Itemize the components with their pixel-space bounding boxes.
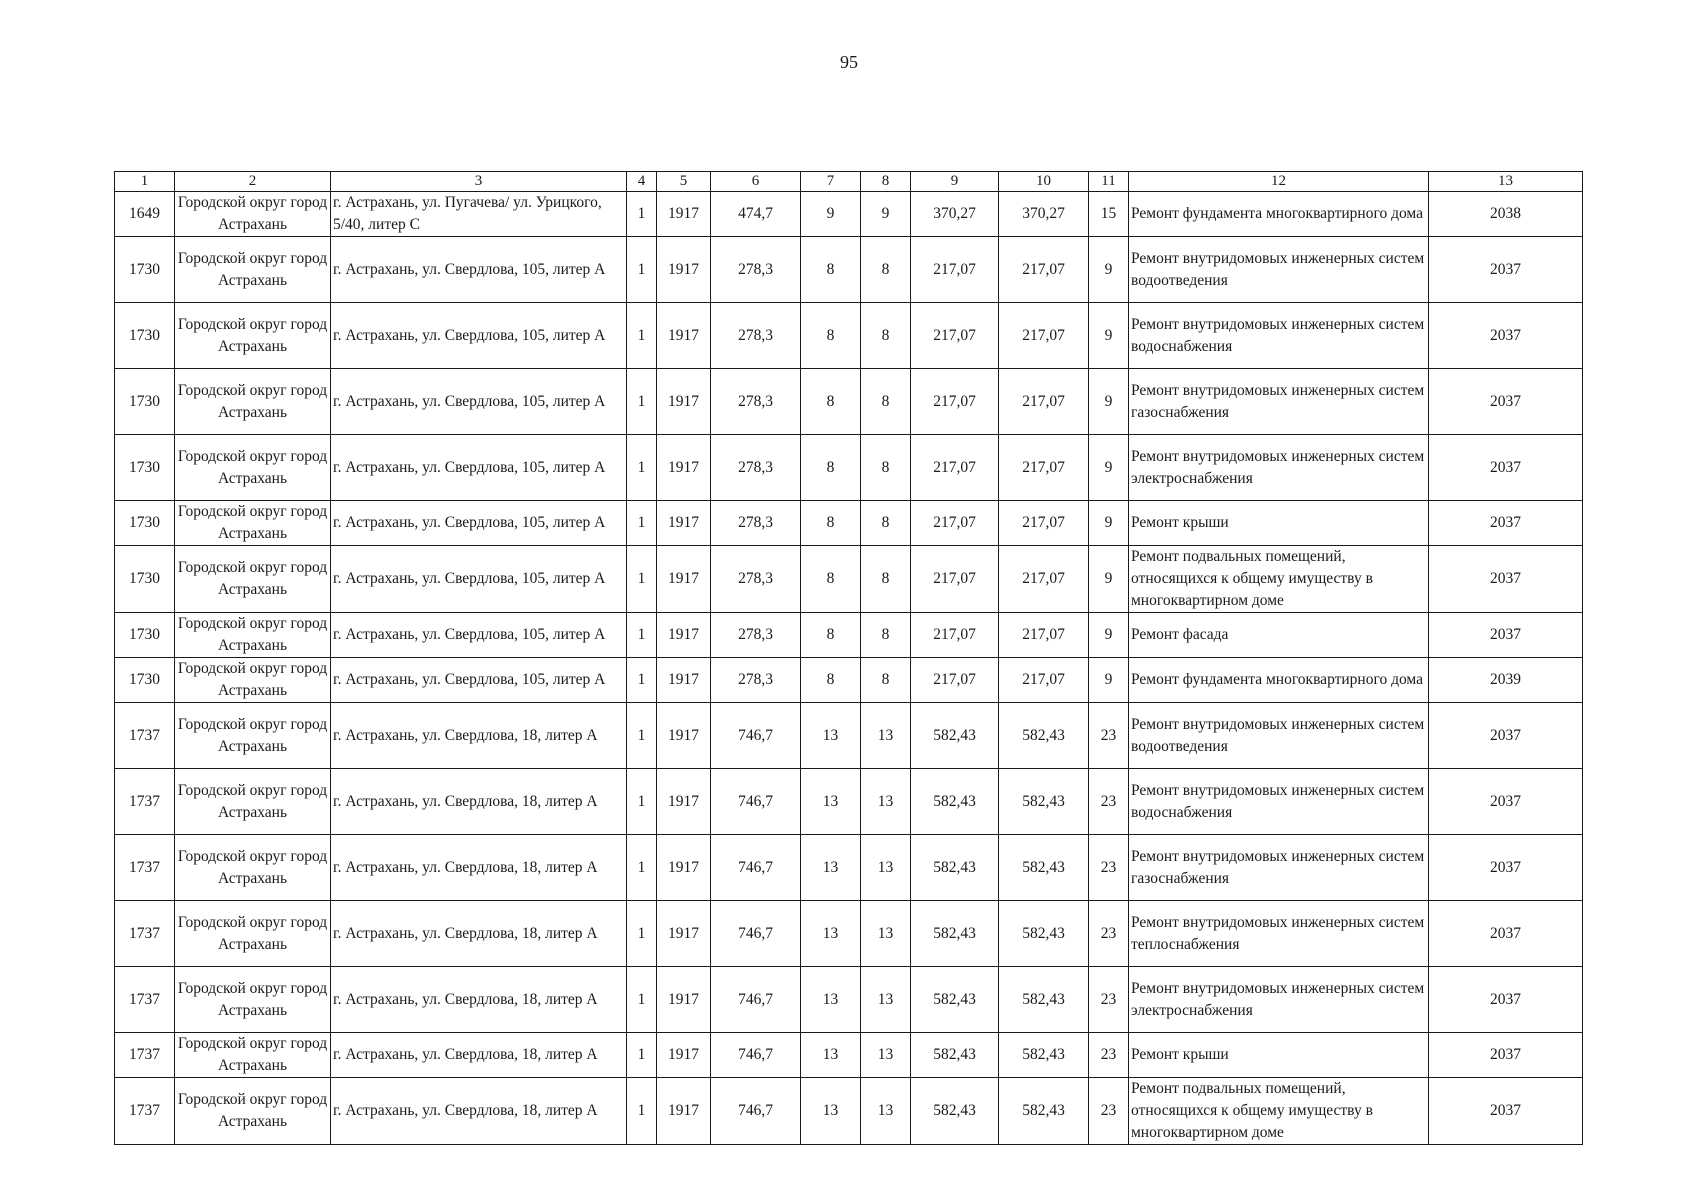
cell-year: 1917 (657, 501, 711, 546)
cell-municipality: Городской округ город Астрахань (175, 703, 331, 769)
cell-area-10: 217,07 (999, 369, 1089, 435)
cell-col-7: 13 (801, 835, 861, 901)
cell-work-type: Ремонт внутридомовых инженерных систем теплоснабжения (1129, 901, 1429, 967)
cell-area-9: 217,07 (911, 303, 999, 369)
table-row (115, 658, 1583, 703)
cell-area-10: 582,43 (999, 835, 1089, 901)
cell-col-7: 13 (801, 703, 861, 769)
cell-planned-year: 2037 (1429, 546, 1583, 613)
cell-municipality: Городской округ город Астрахань (175, 658, 331, 703)
cell-work-type: Ремонт внутридомовых инженерных систем электроснабжения (1129, 435, 1429, 501)
cell-col-11: 15 (1089, 192, 1129, 237)
cell-col-11: 23 (1089, 1033, 1129, 1078)
cell-col-8: 13 (861, 1033, 911, 1078)
table-row (115, 192, 1583, 237)
cell-municipality: Городской округ город Астрахань (175, 967, 331, 1033)
page-number: 95 (840, 52, 858, 72)
cell-area-9: 217,07 (911, 501, 999, 546)
cell-col-4: 1 (627, 835, 657, 901)
table-row (115, 501, 1583, 546)
cell-record-number: 1730 (115, 658, 175, 703)
cell-col-7: 8 (801, 613, 861, 658)
cell-planned-year: 2037 (1429, 1078, 1583, 1145)
cell-area-total: 746,7 (711, 967, 801, 1033)
cell-col-7: 8 (801, 658, 861, 703)
cell-col-11: 23 (1089, 901, 1129, 967)
cell-area-total: 278,3 (711, 501, 801, 546)
cell-work-type: Ремонт внутридомовых инженерных систем водоотведения (1129, 237, 1429, 303)
table-header (115, 172, 1583, 192)
cell-col-7: 13 (801, 1033, 861, 1078)
cell-col-4: 1 (627, 901, 657, 967)
cell-area-9: 582,43 (911, 901, 999, 967)
cell-work-type: Ремонт подвальных помещений, относящихся к общему имуществу в многоквартирном доме (1129, 546, 1429, 613)
cell-col-4: 1 (627, 967, 657, 1033)
cell-col-11: 9 (1089, 435, 1129, 501)
column-header: 13 (1429, 172, 1583, 192)
cell-col-4: 1 (627, 435, 657, 501)
table-row (115, 835, 1583, 901)
cell-record-number: 1730 (115, 546, 175, 613)
cell-col-7: 8 (801, 369, 861, 435)
cell-area-9: 582,43 (911, 835, 999, 901)
cell-year: 1917 (657, 369, 711, 435)
cell-col-8: 8 (861, 501, 911, 546)
cell-record-number: 1737 (115, 835, 175, 901)
cell-col-8: 9 (861, 192, 911, 237)
cell-col-7: 8 (801, 303, 861, 369)
cell-work-type: Ремонт внутридомовых инженерных систем водоснабжения (1129, 769, 1429, 835)
cell-col-8: 13 (861, 901, 911, 967)
cell-record-number: 1730 (115, 613, 175, 658)
cell-work-type: Ремонт внутридомовых инженерных систем электроснабжения (1129, 967, 1429, 1033)
cell-planned-year: 2037 (1429, 303, 1583, 369)
cell-municipality: Городской округ город Астрахань (175, 1033, 331, 1078)
cell-area-10: 582,43 (999, 1033, 1089, 1078)
cell-address: г. Астрахань, ул. Свердлова, 105, литер А (331, 303, 627, 369)
cell-area-total: 278,3 (711, 435, 801, 501)
cell-planned-year: 2038 (1429, 192, 1583, 237)
cell-work-type: Ремонт внутридомовых инженерных систем водоотведения (1129, 703, 1429, 769)
cell-address: г. Астрахань, ул. Свердлова, 105, литер А (331, 237, 627, 303)
cell-col-8: 13 (861, 703, 911, 769)
cell-col-8: 8 (861, 237, 911, 303)
cell-area-total: 746,7 (711, 703, 801, 769)
cell-area-9: 217,07 (911, 613, 999, 658)
cell-work-type: Ремонт подвальных помещений, относящихся к общему имуществу в многоквартирном доме (1129, 1078, 1429, 1145)
cell-col-11: 9 (1089, 369, 1129, 435)
cell-area-9: 582,43 (911, 703, 999, 769)
cell-col-4: 1 (627, 658, 657, 703)
capital-repair-table (114, 171, 1583, 1145)
cell-col-4: 1 (627, 303, 657, 369)
cell-record-number: 1737 (115, 901, 175, 967)
cell-municipality: Городской округ город Астрахань (175, 546, 331, 613)
cell-record-number: 1737 (115, 967, 175, 1033)
cell-col-4: 1 (627, 237, 657, 303)
cell-record-number: 1737 (115, 1033, 175, 1078)
cell-col-7: 8 (801, 237, 861, 303)
cell-address: г. Астрахань, ул. Свердлова, 105, литер А (331, 613, 627, 658)
cell-col-4: 1 (627, 613, 657, 658)
cell-address: г. Астрахань, ул. Пугачева/ ул. Урицкого, 5/40, литер С (331, 192, 627, 237)
cell-address: г. Астрахань, ул. Свердлова, 105, литер А (331, 501, 627, 546)
cell-municipality: Городской округ город Астрахань (175, 237, 331, 303)
cell-year: 1917 (657, 703, 711, 769)
cell-planned-year: 2039 (1429, 658, 1583, 703)
cell-area-10: 217,07 (999, 237, 1089, 303)
cell-area-10: 217,07 (999, 613, 1089, 658)
cell-col-8: 8 (861, 658, 911, 703)
cell-col-11: 9 (1089, 658, 1129, 703)
cell-col-11: 23 (1089, 703, 1129, 769)
cell-col-4: 1 (627, 546, 657, 613)
column-header: 3 (331, 172, 627, 192)
cell-col-11: 9 (1089, 546, 1129, 613)
table-body (115, 192, 1583, 1145)
cell-col-4: 1 (627, 192, 657, 237)
table-row (115, 369, 1583, 435)
cell-municipality: Городской округ город Астрахань (175, 303, 331, 369)
cell-col-7: 13 (801, 901, 861, 967)
cell-area-9: 217,07 (911, 658, 999, 703)
cell-area-9: 582,43 (911, 1078, 999, 1145)
cell-record-number: 1649 (115, 192, 175, 237)
cell-area-10: 217,07 (999, 501, 1089, 546)
cell-area-9: 582,43 (911, 769, 999, 835)
cell-area-9: 217,07 (911, 546, 999, 613)
cell-area-9: 217,07 (911, 369, 999, 435)
cell-work-type: Ремонт фундамента многоквартирного дома (1129, 658, 1429, 703)
cell-record-number: 1737 (115, 703, 175, 769)
cell-area-10: 582,43 (999, 967, 1089, 1033)
cell-col-4: 1 (627, 369, 657, 435)
cell-area-total: 746,7 (711, 901, 801, 967)
cell-year: 1917 (657, 192, 711, 237)
cell-area-9: 582,43 (911, 967, 999, 1033)
cell-year: 1917 (657, 303, 711, 369)
cell-area-total: 278,3 (711, 369, 801, 435)
table-row (115, 303, 1583, 369)
cell-planned-year: 2037 (1429, 1033, 1583, 1078)
cell-col-8: 8 (861, 546, 911, 613)
column-header: 4 (627, 172, 657, 192)
cell-planned-year: 2037 (1429, 769, 1583, 835)
table-row (115, 546, 1583, 613)
cell-col-8: 13 (861, 1078, 911, 1145)
cell-area-total: 278,3 (711, 237, 801, 303)
cell-year: 1917 (657, 835, 711, 901)
cell-col-4: 1 (627, 1078, 657, 1145)
column-header: 8 (861, 172, 911, 192)
cell-col-11: 9 (1089, 303, 1129, 369)
cell-year: 1917 (657, 435, 711, 501)
cell-area-9: 370,27 (911, 192, 999, 237)
cell-area-total: 278,3 (711, 303, 801, 369)
table-row (115, 901, 1583, 967)
cell-address: г. Астрахань, ул. Свердлова, 105, литер А (331, 546, 627, 613)
table-row (115, 613, 1583, 658)
cell-record-number: 1730 (115, 237, 175, 303)
cell-municipality: Городской округ город Астрахань (175, 192, 331, 237)
cell-col-8: 13 (861, 835, 911, 901)
cell-col-7: 8 (801, 501, 861, 546)
cell-municipality: Городской округ город Астрахань (175, 369, 331, 435)
cell-record-number: 1730 (115, 501, 175, 546)
table-row (115, 435, 1583, 501)
cell-col-4: 1 (627, 1033, 657, 1078)
column-header: 5 (657, 172, 711, 192)
column-header: 9 (911, 172, 999, 192)
table-row (115, 237, 1583, 303)
cell-area-total: 746,7 (711, 769, 801, 835)
column-header: 6 (711, 172, 801, 192)
cell-area-10: 217,07 (999, 546, 1089, 613)
cell-address: г. Астрахань, ул. Свердлова, 105, литер А (331, 369, 627, 435)
cell-year: 1917 (657, 237, 711, 303)
cell-col-8: 8 (861, 303, 911, 369)
column-header: 12 (1129, 172, 1429, 192)
cell-area-total: 278,3 (711, 613, 801, 658)
table-row (115, 1033, 1583, 1078)
cell-record-number: 1737 (115, 1078, 175, 1145)
cell-area-total: 746,7 (711, 835, 801, 901)
cell-col-11: 9 (1089, 237, 1129, 303)
cell-col-11: 23 (1089, 1078, 1129, 1145)
cell-year: 1917 (657, 658, 711, 703)
cell-area-10: 582,43 (999, 901, 1089, 967)
cell-year: 1917 (657, 1033, 711, 1078)
column-header: 1 (115, 172, 175, 192)
cell-col-11: 9 (1089, 613, 1129, 658)
cell-year: 1917 (657, 613, 711, 658)
cell-municipality: Городской округ город Астрахань (175, 613, 331, 658)
table-row (115, 703, 1583, 769)
cell-record-number: 1730 (115, 435, 175, 501)
cell-work-type: Ремонт фундамента многоквартирного дома (1129, 192, 1429, 237)
cell-area-total: 746,7 (711, 1033, 801, 1078)
column-header: 7 (801, 172, 861, 192)
cell-col-7: 8 (801, 435, 861, 501)
cell-work-type: Ремонт внутридомовых инженерных систем водоснабжения (1129, 303, 1429, 369)
cell-col-4: 1 (627, 703, 657, 769)
cell-col-8: 13 (861, 967, 911, 1033)
cell-area-9: 217,07 (911, 237, 999, 303)
cell-area-10: 582,43 (999, 769, 1089, 835)
cell-col-7: 8 (801, 546, 861, 613)
cell-area-total: 278,3 (711, 546, 801, 613)
cell-col-7: 13 (801, 769, 861, 835)
cell-address: г. Астрахань, ул. Свердлова, 18, литер А (331, 1078, 627, 1145)
cell-address: г. Астрахань, ул. Свердлова, 105, литер А (331, 658, 627, 703)
cell-col-8: 13 (861, 769, 911, 835)
table-row (115, 1078, 1583, 1145)
cell-area-total: 278,3 (711, 658, 801, 703)
cell-col-11: 9 (1089, 501, 1129, 546)
column-header: 11 (1089, 172, 1129, 192)
cell-address: г. Астрахань, ул. Свердлова, 18, литер А (331, 1033, 627, 1078)
cell-area-10: 217,07 (999, 303, 1089, 369)
cell-planned-year: 2037 (1429, 237, 1583, 303)
cell-col-7: 13 (801, 1078, 861, 1145)
cell-area-10: 370,27 (999, 192, 1089, 237)
header-row (115, 172, 1583, 192)
table-row (115, 769, 1583, 835)
cell-planned-year: 2037 (1429, 613, 1583, 658)
cell-municipality: Городской округ город Астрахань (175, 501, 331, 546)
cell-area-total: 746,7 (711, 1078, 801, 1145)
cell-address: г. Астрахань, ул. Свердлова, 18, литер А (331, 835, 627, 901)
cell-area-10: 582,43 (999, 1078, 1089, 1145)
cell-col-4: 1 (627, 769, 657, 835)
cell-planned-year: 2037 (1429, 435, 1583, 501)
cell-area-10: 217,07 (999, 435, 1089, 501)
cell-planned-year: 2037 (1429, 501, 1583, 546)
cell-col-11: 23 (1089, 769, 1129, 835)
cell-work-type: Ремонт внутридомовых инженерных систем газоснабжения (1129, 835, 1429, 901)
column-header: 2 (175, 172, 331, 192)
cell-address: г. Астрахань, ул. Свердлова, 18, литер А (331, 901, 627, 967)
cell-area-total: 474,7 (711, 192, 801, 237)
cell-planned-year: 2037 (1429, 703, 1583, 769)
cell-work-type: Ремонт фасада (1129, 613, 1429, 658)
cell-area-9: 582,43 (911, 1033, 999, 1078)
cell-record-number: 1737 (115, 769, 175, 835)
cell-municipality: Городской округ город Астрахань (175, 769, 331, 835)
cell-col-7: 9 (801, 192, 861, 237)
cell-municipality: Городской округ город Астрахань (175, 1078, 331, 1145)
cell-col-11: 23 (1089, 835, 1129, 901)
cell-col-8: 8 (861, 369, 911, 435)
cell-work-type: Ремонт крыши (1129, 501, 1429, 546)
cell-col-8: 8 (861, 613, 911, 658)
cell-area-10: 582,43 (999, 703, 1089, 769)
cell-year: 1917 (657, 546, 711, 613)
cell-planned-year: 2037 (1429, 967, 1583, 1033)
cell-record-number: 1730 (115, 369, 175, 435)
cell-planned-year: 2037 (1429, 369, 1583, 435)
cell-planned-year: 2037 (1429, 835, 1583, 901)
cell-municipality: Городской округ город Астрахань (175, 835, 331, 901)
cell-address: г. Астрахань, ул. Свердлова, 18, литер А (331, 967, 627, 1033)
cell-planned-year: 2037 (1429, 901, 1583, 967)
cell-work-type: Ремонт крыши (1129, 1033, 1429, 1078)
cell-year: 1917 (657, 769, 711, 835)
table-row (115, 967, 1583, 1033)
cell-col-11: 23 (1089, 967, 1129, 1033)
cell-col-4: 1 (627, 501, 657, 546)
cell-year: 1917 (657, 967, 711, 1033)
cell-record-number: 1730 (115, 303, 175, 369)
cell-year: 1917 (657, 901, 711, 967)
cell-year: 1917 (657, 1078, 711, 1145)
cell-area-9: 217,07 (911, 435, 999, 501)
cell-address: г. Астрахань, ул. Свердлова, 18, литер А (331, 769, 627, 835)
cell-work-type: Ремонт внутридомовых инженерных систем газоснабжения (1129, 369, 1429, 435)
cell-area-10: 217,07 (999, 658, 1089, 703)
cell-address: г. Астрахань, ул. Свердлова, 18, литер А (331, 703, 627, 769)
cell-col-7: 13 (801, 967, 861, 1033)
cell-col-8: 8 (861, 435, 911, 501)
column-header: 10 (999, 172, 1089, 192)
cell-address: г. Астрахань, ул. Свердлова, 105, литер А (331, 435, 627, 501)
cell-municipality: Городской округ город Астрахань (175, 435, 331, 501)
cell-municipality: Городской округ город Астрахань (175, 901, 331, 967)
